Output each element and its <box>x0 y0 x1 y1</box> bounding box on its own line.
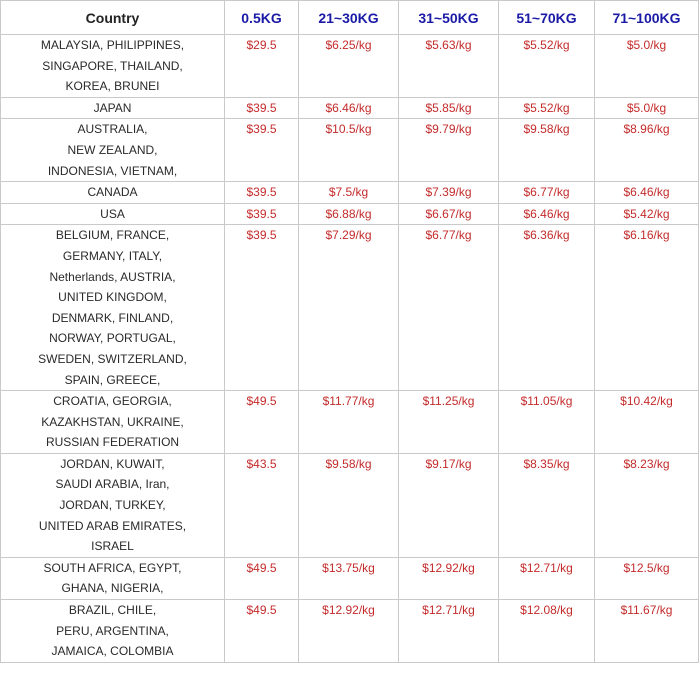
rate-51-70kg-cell: $12.08/kg <box>499 600 595 663</box>
rate-0.5kg-cell: $49.5 <box>225 557 299 599</box>
country-line: SPAIN, GREECE, <box>64 372 161 387</box>
table-row <box>1 225 699 391</box>
country-line: JAPAN <box>93 100 132 115</box>
country-line: JORDAN, TURKEY, <box>59 498 166 513</box>
rate-71-100kg-cell: $11.67/kg <box>595 600 699 663</box>
rate-51-70kg-cell: $6.36/kg <box>499 225 595 391</box>
rate-21-30kg-cell: $6.46/kg <box>299 97 399 119</box>
rate-21-30kg-cell: $6.25/kg <box>299 35 399 98</box>
table-row <box>1 97 699 119</box>
rate-51-70kg-cell: $5.52/kg <box>499 97 595 119</box>
table-row <box>1 182 699 204</box>
rate-71-100kg-cell: $8.23/kg <box>595 453 699 557</box>
rate-71-100kg-cell: $6.16/kg <box>595 225 699 391</box>
rate-21-30kg-cell: $12.92/kg <box>299 600 399 663</box>
country-cell <box>1 182 225 204</box>
table-row <box>1 557 699 599</box>
rate-21-30kg-cell: $9.58/kg <box>299 453 399 557</box>
rate-51-70kg-cell: $5.52/kg <box>499 35 595 98</box>
rate-71-100kg-cell: $5.0/kg <box>595 35 699 98</box>
rate-31-50kg-cell: $12.92/kg <box>399 557 499 599</box>
rate-0.5kg-cell: $39.5 <box>225 182 299 204</box>
rate-51-70kg-cell: $6.46/kg <box>499 203 595 225</box>
rate-0.5kg-cell: $49.5 <box>225 600 299 663</box>
country-cell <box>1 453 225 557</box>
country-line: SOUTH AFRICA, EGYPT, <box>43 560 182 575</box>
rate-31-50kg-cell: $5.85/kg <box>399 97 499 119</box>
country-cell <box>1 97 225 119</box>
country-cell <box>1 391 225 454</box>
rate-0.5kg-cell: $39.5 <box>225 225 299 391</box>
country-line: SINGAPORE, THAILAND, <box>42 58 183 73</box>
rate-31-50kg-cell: $7.39/kg <box>399 182 499 204</box>
rate-21-30kg-cell: $10.5/kg <box>299 119 399 182</box>
country-cell <box>1 557 225 599</box>
country-line: USA <box>100 206 125 221</box>
rate-0.5kg-cell: $49.5 <box>225 391 299 454</box>
rate-71-100kg-cell: $8.96/kg <box>595 119 699 182</box>
rate-51-70kg-cell: $12.71/kg <box>499 557 595 599</box>
table-body <box>1 35 699 663</box>
table-header-row <box>1 1 699 35</box>
header-0.5kg: 0.5KG <box>225 1 299 35</box>
rate-71-100kg-cell: $12.5/kg <box>595 557 699 599</box>
country-line: KOREA, BRUNEI <box>65 79 160 94</box>
rate-71-100kg-cell: $5.0/kg <box>595 97 699 119</box>
country-line: RUSSIAN FEDERATION <box>45 435 180 450</box>
country-cell <box>1 119 225 182</box>
country-line: DENMARK, FINLAND, <box>51 310 174 325</box>
header-51-70kg: 51~70KG <box>499 1 595 35</box>
table-row <box>1 453 699 557</box>
country-line: JORDAN, KUWAIT, <box>60 456 165 471</box>
country-line: BRAZIL, CHILE, <box>68 603 157 618</box>
country-line: PERU, ARGENTINA, <box>56 623 169 638</box>
country-line: BELGIUM, FRANCE, <box>55 228 170 243</box>
rate-71-100kg-cell: $5.42/kg <box>595 203 699 225</box>
country-cell <box>1 203 225 225</box>
country-line: AUSTRALIA, <box>77 122 148 137</box>
table-row <box>1 600 699 663</box>
rate-21-30kg-cell: $7.5/kg <box>299 182 399 204</box>
country-line: JAMAICA, COLOMBIA <box>51 644 174 659</box>
country-line: UNITED KINGDOM, <box>58 290 167 305</box>
table-row <box>1 203 699 225</box>
rate-31-50kg-cell: $11.25/kg <box>399 391 499 454</box>
country-cell <box>1 35 225 98</box>
table-row <box>1 119 699 182</box>
rate-71-100kg-cell: $6.46/kg <box>595 182 699 204</box>
rate-31-50kg-cell: $6.77/kg <box>399 225 499 391</box>
rate-0.5kg-cell: $29.5 <box>225 35 299 98</box>
rate-51-70kg-cell: $11.05/kg <box>499 391 595 454</box>
rate-21-30kg-cell: $6.88/kg <box>299 203 399 225</box>
country-line: NORWAY, PORTUGAL, <box>49 331 176 346</box>
header-71-100kg: 71~100KG <box>595 1 699 35</box>
rate-51-70kg-cell: $6.77/kg <box>499 182 595 204</box>
rate-0.5kg-cell: $43.5 <box>225 453 299 557</box>
rate-0.5kg-cell: $39.5 <box>225 119 299 182</box>
country-line: CROATIA, GEORGIA, <box>53 394 172 409</box>
country-line: GERMANY, ITALY, <box>62 248 163 263</box>
country-line: SAUDI ARABIA, Iran, <box>55 477 170 492</box>
country-cell <box>1 225 225 391</box>
table-row <box>1 391 699 454</box>
country-line: MALAYSIA, PHILIPPINES, <box>40 38 185 52</box>
country-cell <box>1 600 225 663</box>
header-31-50kg: 31~50KG <box>399 1 499 35</box>
country-line: UNITED ARAB EMIRATES, <box>38 518 187 533</box>
header-21-30kg: 21~30KG <box>299 1 399 35</box>
rate-0.5kg-cell: $39.5 <box>225 97 299 119</box>
rate-21-30kg-cell: $7.29/kg <box>299 225 399 391</box>
country-line: SWEDEN, SWITZERLAND, <box>38 351 187 366</box>
header-country: Country <box>1 1 225 35</box>
rate-31-50kg-cell: $9.79/kg <box>399 119 499 182</box>
country-line: Netherlands, AUSTRIA, <box>49 269 176 284</box>
rate-31-50kg-cell: $5.63/kg <box>399 35 499 98</box>
country-line: CANADA <box>87 185 138 200</box>
country-line: INDONESIA, VIETNAM, <box>47 163 178 178</box>
country-line: ISRAEL <box>91 539 134 554</box>
rate-71-100kg-cell: $10.42/kg <box>595 391 699 454</box>
country-line: NEW ZEALAND, <box>67 142 158 157</box>
rate-21-30kg-cell: $11.77/kg <box>299 391 399 454</box>
rate-21-30kg-cell: $13.75/kg <box>299 557 399 599</box>
rate-51-70kg-cell: $9.58/kg <box>499 119 595 182</box>
rate-51-70kg-cell: $8.35/kg <box>499 453 595 557</box>
rate-31-50kg-cell: $6.67/kg <box>399 203 499 225</box>
rate-31-50kg-cell: $9.17/kg <box>399 453 499 557</box>
table-row <box>1 35 699 98</box>
country-line: KAZAKHSTAN, UKRAINE, <box>41 414 184 429</box>
country-line: GHANA, NIGERIA, <box>61 581 164 596</box>
rate-31-50kg-cell: $12.71/kg <box>399 600 499 663</box>
rate-0.5kg-cell: $39.5 <box>225 203 299 225</box>
